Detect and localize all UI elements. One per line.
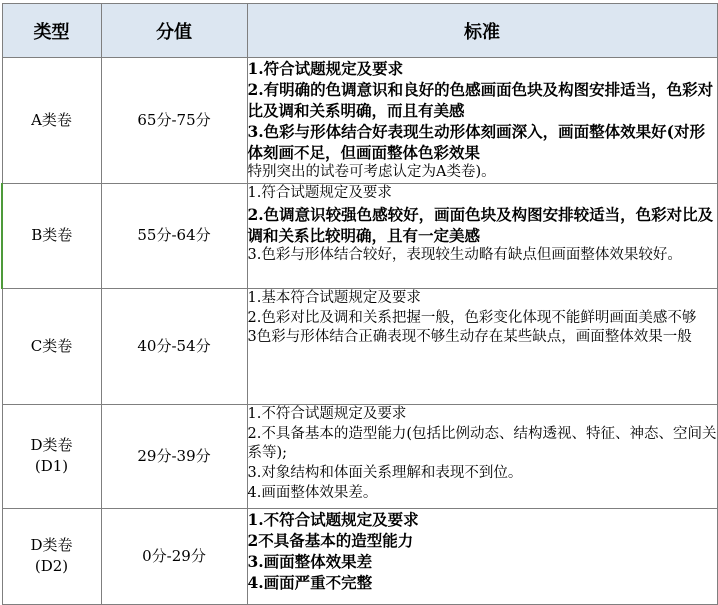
standard-line: 3.画面整体效果差 — [247, 551, 373, 571]
standard-line: 2.有明确的色调意识和良好的色感画面色块及构图安排适当，色彩对比及调和关系明确，而且有美感 — [247, 80, 714, 120]
grade-type-label: A类卷 — [31, 110, 72, 129]
grade-type-cell — [2, 404, 101, 508]
standard-line: 3.对象结构和体面关系理解和表现不到位。 — [247, 465, 523, 482]
grade-subtype-label: (D1) — [34, 457, 69, 476]
score-range: 40分-54分 — [101, 288, 247, 404]
score-range: 0分-29分 — [101, 508, 247, 604]
grade-type-label: D类卷 — [30, 536, 73, 555]
standard-line: 4.画面整体效果差。 — [247, 484, 378, 501]
header-row — [2, 4, 717, 58]
standard-line: 1.不符合试题规定及要求 — [247, 405, 407, 422]
standard-line: 3.色彩与形体结合好表现生动形体刻画深入，画面整体效果好(对形体刻画不足，但画面整体色彩效果 — [247, 122, 706, 162]
grade-type-cell — [2, 58, 101, 184]
grade-type-label: B类卷 — [31, 226, 73, 245]
standard-cell — [247, 508, 717, 604]
header-type: 类型 — [2, 4, 101, 58]
score-range: 55分-64分 — [101, 183, 247, 288]
standard-line: 1.不符合试题规定及要求 — [247, 509, 419, 529]
grade-type-label: C类卷 — [30, 336, 73, 355]
table-row-b — [2, 183, 717, 288]
standard-line: 2.色彩对比及调和关系把握一般，色彩变化体现不能鲜明画面美感不够 — [247, 309, 697, 326]
standard-line: 1.符合试题规定及要求 — [247, 184, 392, 201]
standard-line: 2.不具备基本的造型能力(包括比例动态、结构透视、特征、神态、空间关系等); — [247, 425, 717, 462]
standard-cell — [247, 58, 717, 184]
table-row-c — [2, 288, 717, 404]
standard-cell — [247, 183, 717, 288]
score-range: 29分-39分 — [101, 404, 247, 508]
standard-line: 2.色调意识较强色感较好，画面色块及构图安排较适当，色彩对比及调和关系比较明确，且有一定美感 — [247, 204, 714, 245]
table-row-d2 — [2, 508, 717, 604]
grade-type-label: D类卷 — [30, 436, 73, 455]
standard-cell — [247, 288, 717, 404]
standard-line: 2不具备基本的造型能力 — [247, 530, 414, 550]
table-row-d1 — [2, 404, 717, 508]
standard-line: 特别突出的试卷可考虑认定为A类卷)。 — [247, 164, 496, 180]
grading-table — [1, 3, 718, 605]
standard-line: 1.基本符合试题规定及要求 — [247, 289, 421, 306]
grade-subtype-label: (D2) — [34, 557, 69, 576]
standard-line: 1.符合试题规定及要求 — [247, 59, 404, 78]
header-score: 分值 — [101, 4, 247, 58]
grade-type-cell — [2, 508, 101, 604]
standard-line: 4.画面严重不完整 — [247, 572, 373, 592]
standard-line: 3色彩与形体结合正确表现不够生动存在某些缺点，画面整体效果一般 — [247, 329, 692, 346]
grade-type-cell — [2, 183, 101, 288]
header-standard: 标准 — [247, 4, 717, 58]
table-row-a — [2, 58, 717, 184]
score-range: 65分-75分 — [101, 58, 247, 184]
grade-type-cell — [2, 288, 101, 404]
standard-line: 3.色彩与形体结合较好，表现较生动略有缺点但画面整体效果较好。 — [247, 246, 682, 263]
standard-cell — [247, 404, 717, 508]
